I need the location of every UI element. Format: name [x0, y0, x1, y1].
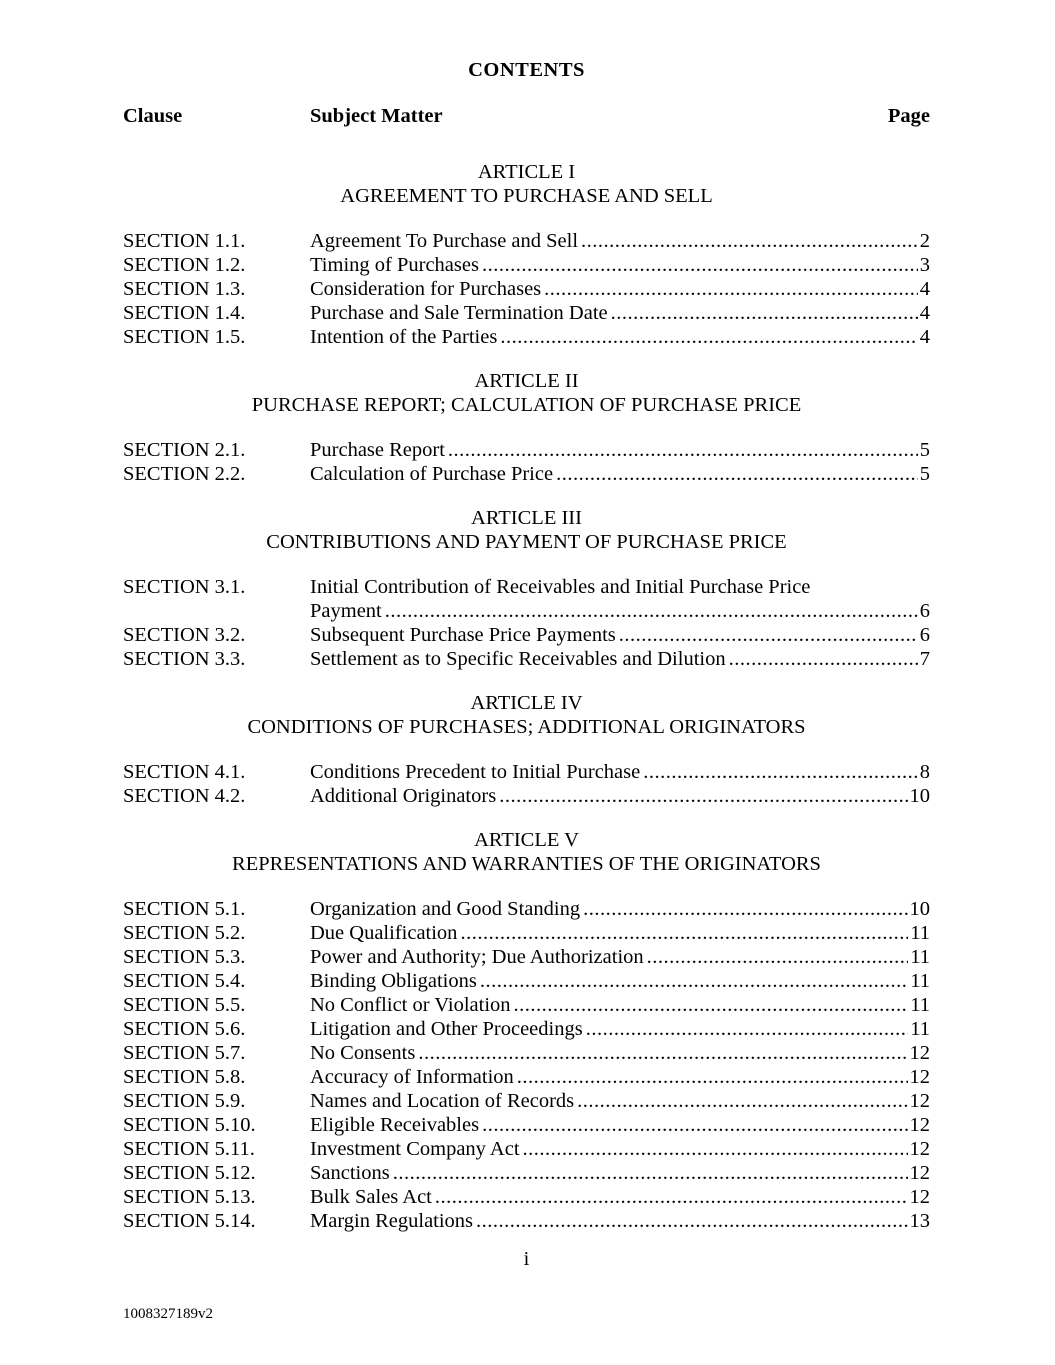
toc-page-number: 6: [919, 624, 930, 646]
toc-page-number: 7: [919, 648, 930, 670]
dot-leader: [647, 945, 909, 969]
toc-clause: SECTION 5.9.: [123, 1090, 246, 1112]
toc-clause: SECTION 5.7.: [123, 1042, 246, 1064]
dot-leader: [482, 253, 918, 277]
toc-title: Power and Authority; Due Authorization: [310, 946, 644, 968]
toc-page-number: 12: [909, 1114, 930, 1136]
toc-row: [123, 1209, 930, 1233]
toc-title: Settlement as to Specific Receivables and Dilution: [310, 648, 726, 670]
toc-clause: SECTION 5.5.: [123, 994, 246, 1016]
contents-title: CONTENTS: [468, 59, 585, 81]
article-number: ARTICLE II: [474, 370, 579, 392]
section-group: [123, 229, 930, 349]
article-title: PURCHASE REPORT; CALCULATION OF PURCHASE PRICE: [251, 394, 802, 416]
toc-title: Subsequent Purchase Price Payments: [310, 624, 616, 646]
toc-clause: SECTION 4.2.: [123, 785, 246, 807]
toc-clause: SECTION 5.12.: [123, 1162, 256, 1184]
dot-leader: [418, 1041, 907, 1065]
toc-title: Binding Obligations: [310, 970, 477, 992]
article-number: ARTICLE IV: [470, 692, 583, 714]
toc-title: Eligible Receivables: [310, 1114, 480, 1136]
article-title: AGREEMENT TO PURCHASE AND SELL: [340, 185, 713, 207]
toc-clause: SECTION 5.6.: [123, 1018, 246, 1040]
dot-leader: [581, 229, 918, 253]
toc-page-number: 2: [919, 230, 930, 252]
toc-title: No Conflict or Violation: [310, 994, 511, 1016]
toc-page-number: 12: [909, 1090, 930, 1112]
toc-row: [123, 784, 930, 808]
article-number: ARTICLE V: [474, 829, 579, 851]
dot-leader: [583, 897, 907, 921]
toc-page-number: 12: [909, 1186, 930, 1208]
toc-row: [123, 1041, 930, 1065]
toc-clause: SECTION 5.4.: [123, 970, 246, 992]
toc-page-number: 11: [910, 970, 930, 992]
toc-title: Timing of Purchases: [310, 254, 479, 276]
toc-clause: SECTION 1.4.: [123, 302, 246, 324]
article-heading: [123, 828, 930, 876]
toc-clause: SECTION 1.1.: [123, 230, 246, 252]
dot-leader: [577, 1089, 907, 1113]
toc-page-number: 10: [909, 898, 930, 920]
dot-leader: [544, 277, 918, 301]
dot-leader: [514, 993, 909, 1017]
toc-clause: SECTION 4.1.: [123, 761, 246, 783]
toc-title: Sanctions: [310, 1162, 390, 1184]
section-group: [123, 438, 930, 486]
toc-row: [123, 969, 930, 993]
toc-page-number: 12: [909, 1042, 930, 1064]
toc-title: Due Qualification: [310, 922, 458, 944]
page-column-header: Page: [887, 105, 930, 127]
dot-leader: [619, 623, 918, 647]
article-title: REPRESENTATIONS AND WARRANTIES OF THE ORIGINATORS: [232, 853, 821, 875]
article-heading: [123, 369, 930, 417]
toc-row: [123, 1065, 930, 1089]
toc-row: [123, 1185, 930, 1209]
dot-leader: [517, 1065, 908, 1089]
dot-leader: [482, 1113, 907, 1137]
toc-clause: SECTION 5.8.: [123, 1066, 246, 1088]
clause-column-header: Clause: [123, 105, 183, 127]
toc-row: [123, 462, 930, 486]
toc-column-headers: [123, 104, 930, 128]
dot-leader: [448, 438, 918, 462]
toc-title: Names and Location of Records: [310, 1090, 575, 1112]
dot-leader: [480, 969, 908, 993]
toc-clause: SECTION 1.2.: [123, 254, 246, 276]
toc-page-number: 10: [909, 785, 930, 807]
toc-page-number: 11: [910, 994, 930, 1016]
toc-title: No Consents: [310, 1042, 416, 1064]
toc-page-number: 12: [909, 1138, 930, 1160]
toc-row: [123, 325, 930, 349]
toc-row: [123, 438, 930, 462]
dot-leader: [556, 462, 918, 486]
toc-page-number: 4: [919, 302, 930, 324]
toc-row: [123, 897, 930, 921]
toc-title: Organization and Good Standing: [310, 898, 581, 920]
toc-title: Conditions Precedent to Initial Purchase: [310, 761, 641, 783]
dot-leader: [500, 325, 917, 349]
dot-leader: [476, 1209, 907, 1233]
toc-row: [123, 277, 930, 301]
toc-row: [123, 1017, 930, 1041]
dot-leader: [611, 301, 918, 325]
toc-row: [123, 623, 930, 647]
toc-title: Purchase and Sale Termination Date: [310, 302, 608, 324]
toc-row: [123, 1089, 930, 1113]
toc-page-number: 6: [919, 600, 930, 622]
toc-title: Accuracy of Information: [310, 1066, 514, 1088]
toc-row: [123, 921, 930, 945]
article-number: ARTICLE I: [477, 161, 576, 183]
toc-row: [123, 945, 930, 969]
toc-clause: SECTION 5.3.: [123, 946, 246, 968]
dot-leader: [523, 1137, 908, 1161]
dot-leader: [435, 1185, 908, 1209]
toc-row: [123, 647, 930, 671]
toc-clause: SECTION 3.2.: [123, 624, 246, 646]
article-title: CONTRIBUTIONS AND PAYMENT OF PURCHASE PRICE: [266, 531, 787, 553]
section-group: [123, 575, 930, 671]
toc-title: Calculation of Purchase Price: [310, 463, 554, 485]
article-heading: [123, 691, 930, 739]
toc-page-number: 4: [919, 326, 930, 348]
toc-page-number: 4: [919, 278, 930, 300]
toc-page-number: 11: [910, 1018, 930, 1040]
dot-leader: [586, 1017, 909, 1041]
toc-title: Intention of the Parties: [310, 326, 498, 348]
dot-leader: [393, 1161, 908, 1185]
toc-title: Payment: [310, 600, 382, 622]
toc-row: [123, 229, 930, 253]
toc-title: Consideration for Purchases: [310, 278, 542, 300]
toc-title: Margin Regulations: [310, 1210, 474, 1232]
document-id-footer: 1008327189v2: [123, 1306, 213, 1322]
dot-leader: [385, 599, 918, 623]
toc-clause: SECTION 5.13.: [123, 1186, 256, 1208]
toc-row: [123, 993, 930, 1017]
toc-title: Additional Originators: [310, 785, 497, 807]
article-heading: [123, 160, 930, 208]
toc-title: Investment Company Act: [310, 1138, 520, 1160]
toc-row: [123, 301, 930, 325]
toc-row: [123, 1113, 930, 1137]
toc-page-number: 8: [919, 761, 930, 783]
article-title: CONDITIONS OF PURCHASES; ADDITIONAL ORIGINATORS: [247, 716, 806, 738]
toc-row-continuation: [123, 599, 930, 623]
toc-title: Litigation and Other Proceedings: [310, 1018, 583, 1040]
section-group: [123, 760, 930, 808]
dot-leader: [499, 784, 907, 808]
toc-clause: SECTION 5.10.: [123, 1114, 256, 1136]
toc-clause: SECTION 3.3.: [123, 648, 246, 670]
subject-matter-column-header: Subject Matter: [310, 105, 443, 127]
toc-title: Bulk Sales Act: [310, 1186, 432, 1208]
toc-clause: SECTION 5.14.: [123, 1210, 256, 1232]
toc-clause: SECTION 3.1.: [123, 576, 246, 598]
toc-row: [123, 1137, 930, 1161]
section-group: [123, 897, 930, 1233]
toc-page-number: 11: [910, 922, 930, 944]
toc-clause: SECTION 1.3.: [123, 278, 246, 300]
toc-row: [123, 253, 930, 277]
toc-clause: SECTION 2.2.: [123, 463, 246, 485]
toc-row: [123, 575, 930, 599]
toc-clause: SECTION 1.5.: [123, 326, 246, 348]
toc-page-number: 5: [919, 463, 930, 485]
dot-leader: [460, 921, 908, 945]
toc-title: Initial Contribution of Receivables and Initial Purchase Price: [310, 576, 811, 598]
toc-page-number: 11: [910, 946, 930, 968]
toc-clause: SECTION 5.1.: [123, 898, 246, 920]
toc-clause: SECTION 5.2.: [123, 922, 246, 944]
toc-row: [123, 760, 930, 784]
dot-leader: [643, 760, 918, 784]
toc-page-number: 13: [909, 1210, 930, 1232]
toc-clause: SECTION 5.11.: [123, 1138, 255, 1160]
toc-page-number: 5: [919, 439, 930, 461]
toc-page-number: 12: [909, 1066, 930, 1088]
toc-title: Agreement To Purchase and Sell: [310, 230, 579, 252]
dot-leader: [729, 647, 918, 671]
article-heading: [123, 506, 930, 554]
toc-row: [123, 1161, 930, 1185]
toc-title: Purchase Report: [310, 439, 445, 461]
toc-clause: SECTION 2.1.: [123, 439, 246, 461]
article-number: ARTICLE III: [471, 507, 582, 529]
toc-page-number: 3: [919, 254, 930, 276]
toc-page-number: 12: [909, 1162, 930, 1184]
page-number-footer: i: [523, 1248, 530, 1270]
